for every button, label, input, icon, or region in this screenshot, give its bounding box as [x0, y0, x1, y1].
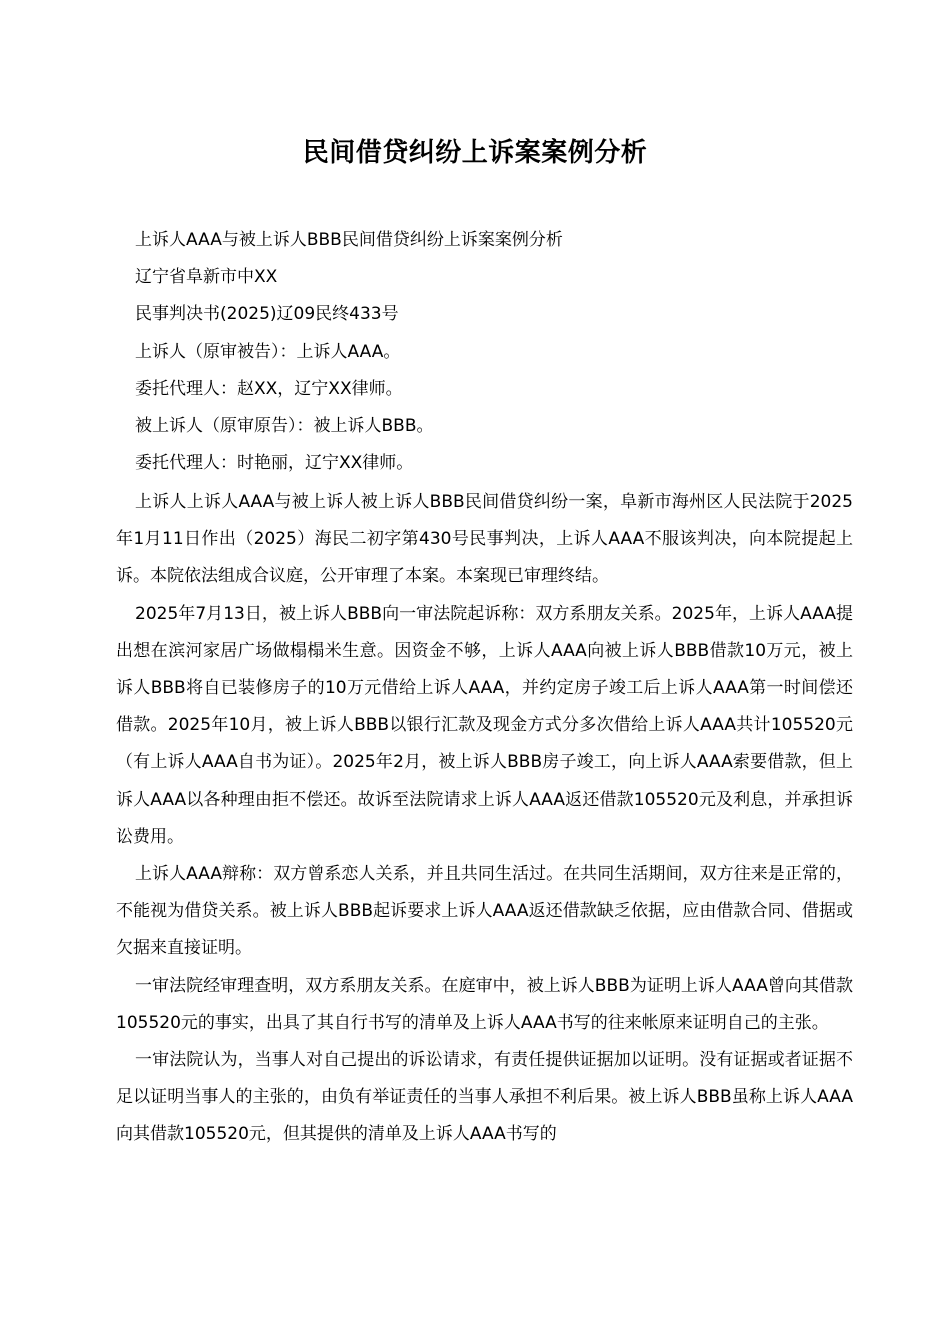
appellant-line: 上诉人（原审被告）：上诉人AAA。: [135, 341, 401, 362]
paragraph-case-intro: 上诉人上诉人AAA与被上诉人被上诉人BBB民间借贷纠纷一案，阜新市海州区人民法院于2025年1月11日作出（2025）海民二初字第430号民事判决，上诉人AAA不服该判决，向本院提起上诉。本院依法组成合议庭，公开审理了本案。本案现已审理终结。: [116, 492, 853, 587]
paragraph-plaintiff-claim: 2025年7月13日，被上诉人BBB向一审法院起诉称：双方系朋友关系。2025年，上诉人AAA提出想在滨河家居广场做榻榻米生意。因资金不够，上诉人AAA向被上诉人BBB借款10万元，被上诉人BBB将自已装修房子的10万元借给上诉人AAA，并约定房子竣工后上诉人AAA第一时间偿还借款。2025年10月，被上诉人BBB以银行汇款及现金方式分多次借给上诉人AAA共计105520元（有上诉人AAA自书为证）。2025年2月，被上诉人BBB房子竣工，向上诉人AAA索要借款，但上诉人AAA以各种理由拒不偿还。故诉至法院请求上诉人AAA返还借款105520元及利息，并承担诉讼费用。: [116, 603, 853, 847]
case-subtitle: 上诉人AAA与被上诉人BBB民间借贷纠纷上诉案案例分析: [135, 230, 563, 250]
appellee-line: 被上诉人（原审原告）：被上诉人BBB。: [135, 416, 434, 437]
appellee-agent-line: 委托代理人：时艳丽，辽宁XX律师。: [135, 453, 414, 474]
court-name: 辽宁省阜新市中XX: [135, 267, 278, 288]
document-body: [116, 484, 853, 1154]
paragraph-facts-found: 一审法院经审理查明，双方系朋友关系。在庭审中，被上诉人BBB为证明上诉人AAA曾向其借款105520元的事实，出具了其自行书写的清单及上诉人AAA书写的往来帐原来证明自己的主张。: [116, 975, 853, 1033]
paragraph-court-opinion: 一审法院认为，当事人对自己提出的诉讼请求，有责任提供证据加以证明。没有证据或者证据不足以证明当事人的主张的，由负有举证责任的当事人承担不利后果。被上诉人BBB虽称上诉人AAA向其借款105520元，但其提供的清单及上诉人AAA书写的: [116, 1050, 853, 1145]
judgment-number: 民事判决书(2025)辽09民终433号: [135, 304, 399, 325]
appellant-agent-line: 委托代理人：赵XX，辽宁XX律师。: [135, 378, 403, 399]
paragraph-defense: 上诉人AAA辩称：双方曾系恋人关系，并且共同生活过。在共同生活期间，双方往来是正常的，不能视为借贷关系。被上诉人BBB起诉要求上诉人AAA返还借款缺乏依据，应由借款合同、借据或欠据来直接证明。: [116, 864, 853, 959]
document-title: 民间借贷纠纷上诉案案例分析: [302, 138, 648, 168]
case-header: [135, 222, 855, 482]
